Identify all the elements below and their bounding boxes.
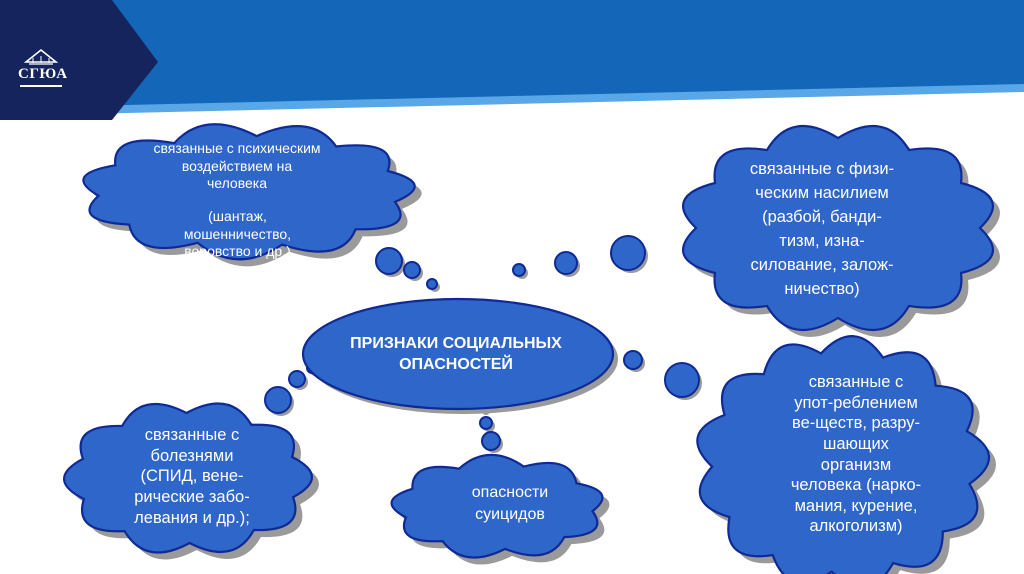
text-line: ПРИЗНАКИ СОЦИАЛЬНЫХ [350, 335, 562, 352]
text-line: связанные с психическим [153, 140, 321, 156]
text-line: ничество) [784, 279, 860, 298]
cloud-substances-text [738, 372, 974, 558]
text-line: связанные с [808, 373, 904, 391]
text-line: суицидов [475, 505, 545, 523]
thought-bubble [482, 432, 500, 450]
thought-bubble [555, 252, 577, 274]
text-line: (шантаж, [208, 208, 267, 224]
text-line: болезнями [150, 446, 234, 465]
thought-bubble [289, 371, 305, 387]
text-line: (разбой, банди- [762, 207, 882, 226]
text-line: воздействием на [181, 157, 293, 174]
cloud-physical-text [712, 158, 932, 302]
cloud-psychological-examples [160, 208, 315, 261]
text-line: упот-реблением [794, 393, 918, 412]
text-line: рические забо- [134, 487, 250, 506]
text-line: человека [206, 175, 267, 191]
text-line: опасности [471, 484, 549, 501]
thought-bubble [611, 236, 645, 270]
cloud-diseases-text [92, 425, 292, 528]
text-line: человека (нарко- [790, 476, 922, 495]
text-line: организм [820, 455, 892, 474]
text-line: ческим насилием [755, 183, 889, 202]
logo-text: СГЮА [18, 66, 68, 82]
thought-bubble [265, 387, 291, 413]
cloud-psychological-text [112, 140, 362, 193]
thought-bubble [376, 248, 402, 274]
thought-bubble [480, 417, 492, 429]
cloud-suicide-text [425, 482, 595, 525]
text-line: алкоголизм) [809, 517, 903, 536]
text-line: ве-ществ, разру- [791, 414, 921, 433]
center-title [306, 334, 606, 376]
text-line: воровство и др.) [184, 243, 291, 259]
text-line: мошенничество, [183, 225, 292, 242]
text-line: силование, залож- [750, 255, 894, 274]
thought-bubble [427, 279, 437, 289]
text-line: (СПИД, вене- [140, 467, 244, 486]
text-line: тизм, изна- [779, 231, 865, 250]
text-line: связанные с физи- [749, 160, 895, 178]
thought-bubble [513, 264, 525, 276]
thought-bubble [665, 363, 699, 397]
text-line: шающих [823, 434, 889, 453]
text-line: связанные с [144, 426, 240, 444]
thought-bubble [624, 351, 642, 369]
text-line: ОПАСНОСТЕЙ [399, 355, 513, 373]
text-line: мания, курение, [794, 496, 918, 515]
text-line: левания и др.); [134, 508, 250, 527]
thought-bubble [404, 262, 420, 278]
